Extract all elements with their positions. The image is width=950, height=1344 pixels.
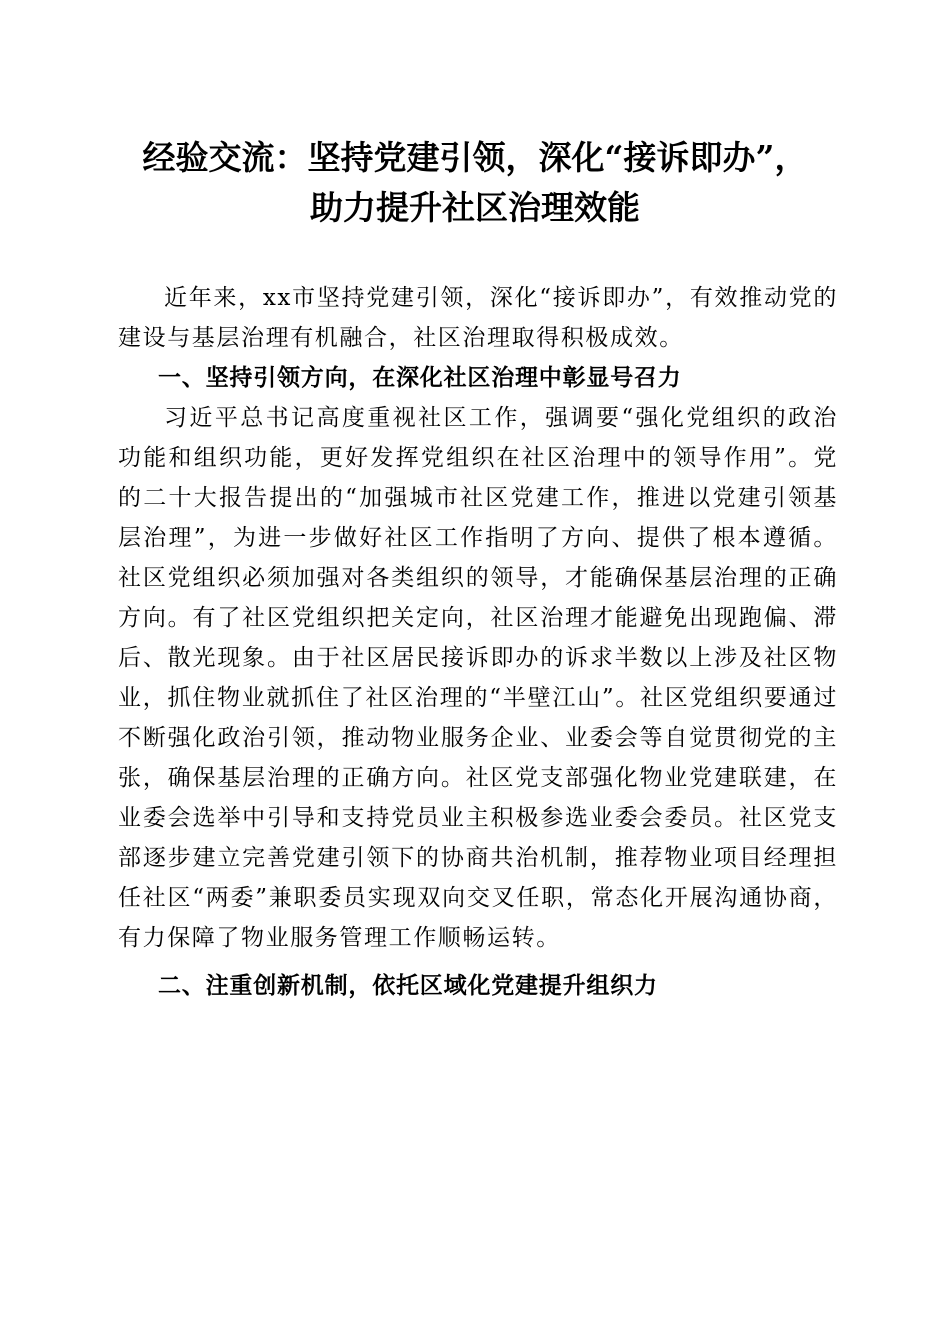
document-body [118,278,838,1006]
document-title [100,133,850,233]
section-2-heading: 二、注重创新机制，依托区域化党建提升组织力 [158,973,658,999]
title-line-1: 经验交流：坚持党建引领，深化“接诉即办”， [142,138,808,177]
intro-paragraph: 近年来，xx市坚持党建引领，深化“接诉即办”，有效推动党的建设与基层治理有机融合，社区治理取得积极成效。 [118,285,838,351]
section-1-paragraph: 习近平总书记高度重视社区工作，强调要“强化党组织的政治功能和组织功能，更好发挥党组织在社区治理中的领导作用”。党的二十大报告提出的“加强城市社区党建工作，推进以党建引领基层治理”，为进一步做好社区工作指明了方向、提供了根本遵循。社区党组织必须加强对各类组织的领导，才能确保基层治理的正确方向。有了社区党组织把关定向，社区治理才能避免出现跑偏、滞后、散光现象。由于社区居民接诉即办的诉求半数以上涉及社区物业，抓住物业就抓住了社区治理的“半壁江山”。社区党组织要通过不断强化政治引领，推动物业服务企业、业委会等自觉贯彻党的主张，确保基层治理的正确方向。社区党支部强化物业党建联建，在业委会选举中引导和支持党员业主积极参选业委会委员。社区党支部逐步建立完善党建引领下的协商共治机制，推荐物业项目经理担任社区“两委”兼职委员实现双向交叉任职，常态化开展沟通协商，有力保障了物业服务管理工作顺畅运转。 [118,405,838,951]
section-1-heading: 一、坚持引领方向，在深化社区治理中彰显号召力 [158,365,682,391]
title-line-2: 助力提升社区治理效能 [310,188,640,227]
